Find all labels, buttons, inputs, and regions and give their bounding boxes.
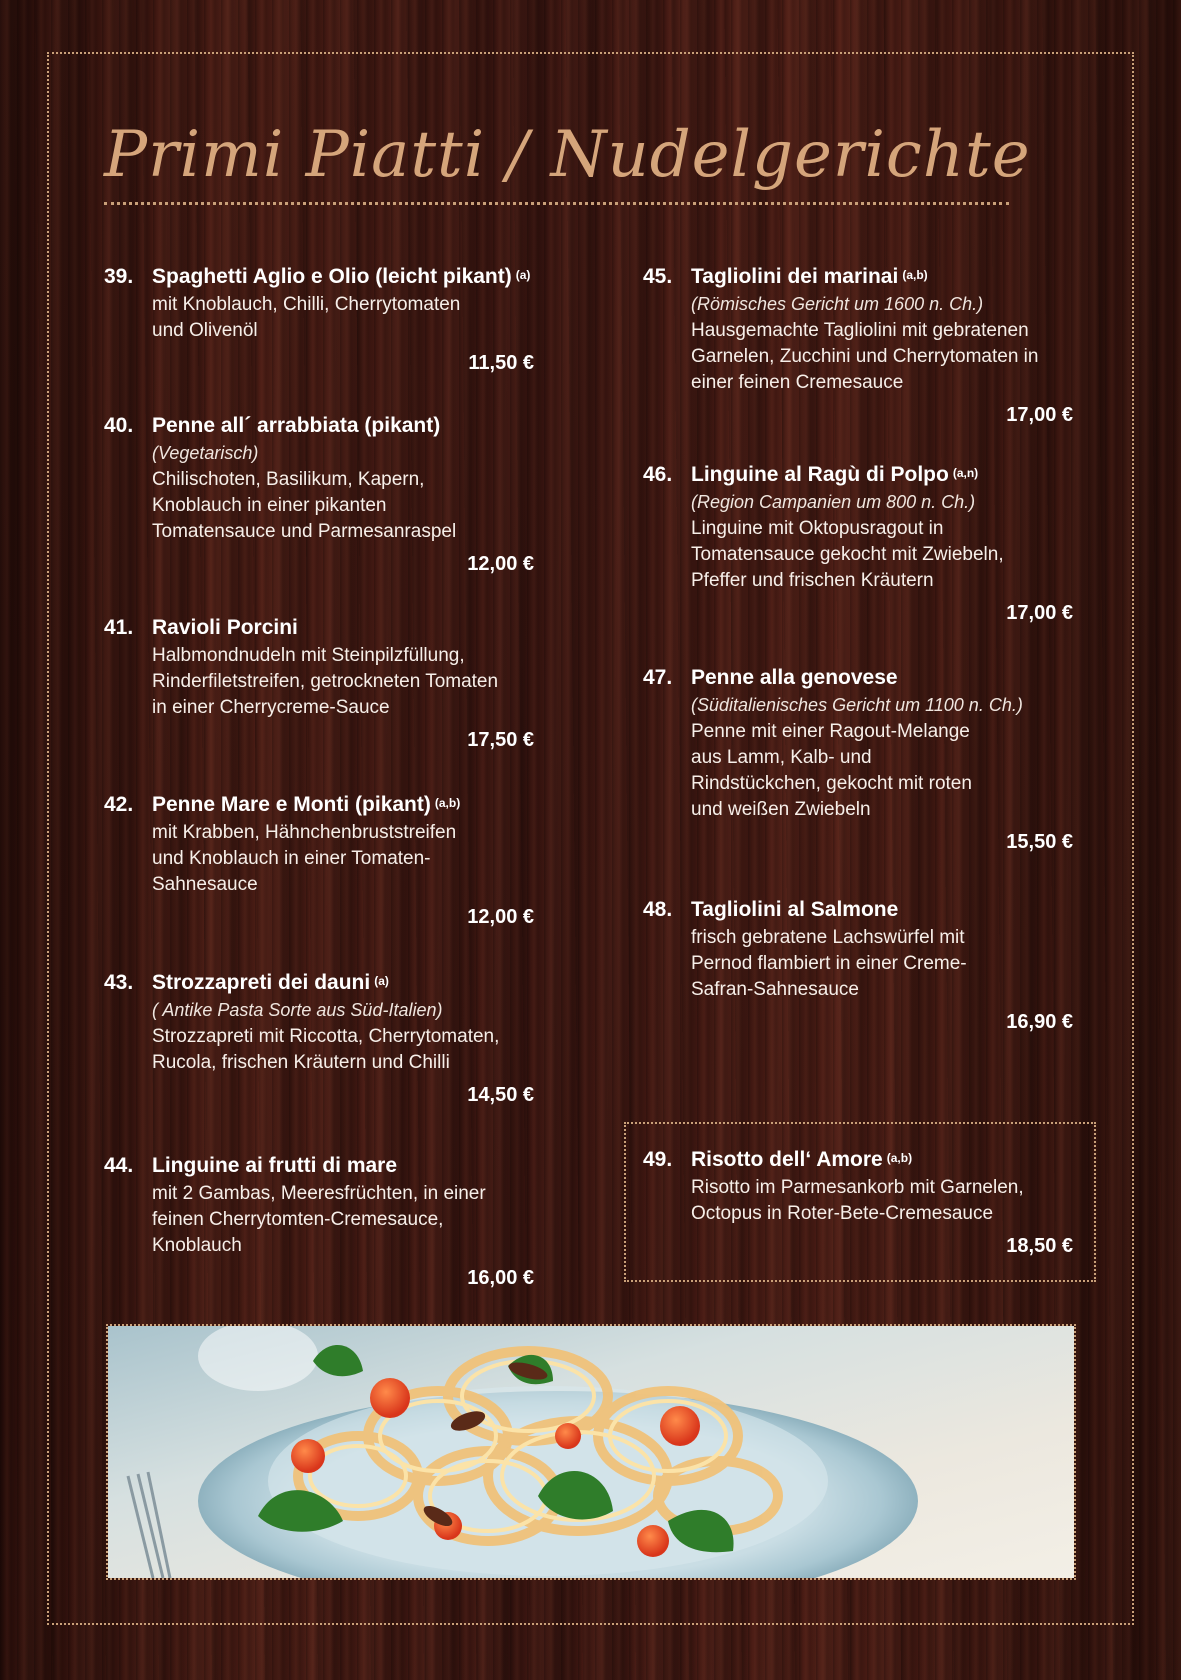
dish-subtitle: ( Antike Pasta Sorte aus Süd-Italien) [152, 1000, 443, 1020]
dish-price: 17,00 € [1006, 404, 1073, 426]
dish-allergens: (a) [515, 268, 531, 282]
dish-description: Hausgemachte Tagliolini mit gebratenen Garnelen, Zucchini und Cherrytomaten in einer feinen Cremesauce [691, 320, 1039, 393]
dish-47 [643, 665, 1073, 855]
dish-description: mit 2 Gambas, Meeresfrüchten, in einer feinen Cherrytomten-Cremesauce, Knoblauch [152, 1183, 486, 1256]
dish-allergens: (a) [374, 974, 389, 988]
dish-name [643, 462, 1073, 488]
dish-allergens: (a,b) [434, 796, 461, 810]
dish-allergens: (a,b) [886, 1151, 913, 1165]
dish-number: 41. [104, 616, 134, 639]
dish-number: 47. [643, 666, 673, 689]
dish-title: Ravioli Porcini [152, 616, 298, 639]
dish-price: 16,00 € [467, 1267, 534, 1289]
dish-subtitle: (Region Campanien um 800 n. Ch.) [691, 492, 976, 512]
dish-description: Risotto im Parmesankorb mit Garnelen, Octopus in Roter-Bete-Cremesauce [691, 1177, 1024, 1224]
menu-title: Primi Piatti / Nudelgerichte [104, 118, 1031, 192]
dish-43 [104, 970, 534, 1108]
dish-price: 12,00 € [467, 553, 534, 575]
dish-number: 42. [104, 793, 134, 816]
dish-39 [104, 264, 534, 376]
dish-name [104, 413, 534, 439]
dish-44 [104, 1153, 534, 1291]
dish-price: 11,50 € [468, 352, 534, 374]
dish-40 [104, 413, 534, 577]
dish-number: 45. [643, 265, 673, 288]
dish-name [104, 1153, 534, 1179]
dish-subtitle: (Vegetarisch) [152, 443, 259, 463]
dish-subtitle: (Römisches Gericht um 1600 n. Ch.) [691, 294, 984, 314]
dish-description: frisch gebratene Lachswürfel mit Pernod flambiert in einer Creme-Safran-Sahnesauce [691, 927, 967, 1000]
dish-number: 43. [104, 971, 134, 994]
dish-number: 46. [643, 463, 673, 486]
dish-48 [643, 897, 1073, 1035]
dish-name [104, 264, 534, 290]
dish-number: 39. [104, 265, 134, 288]
dish-description: mit Krabben, Hähnchenbruststreifen und Knoblauch in einer Tomaten-Sahnesauce [152, 822, 457, 895]
dish-price: 14,50 € [467, 1084, 534, 1106]
dish-title: Linguine ai frutti di mare [152, 1154, 398, 1177]
dish-price: 18,50 € [1006, 1235, 1073, 1257]
dish-description: Strozzapreti mit Riccotta, Cherrytomaten, Rucola, frischen Kräutern und Chilli [152, 1026, 500, 1073]
dish-49 [643, 1147, 1073, 1259]
dish-46 [643, 462, 1073, 626]
dish-description: Linguine mit Oktopusragout in Tomatensauce gekocht mit Zwiebeln, Pfeffer und frischen Kräutern [691, 518, 1004, 591]
dish-description: Halbmondnudeln mit Steinpilzfüllung, Rinderfiletstreifen, getrockneten Tomaten in einer Cherrycreme-Sauce [152, 645, 499, 718]
dish-41 [104, 615, 534, 753]
dish-description: Chilischoten, Basilikum, Kapern, Knoblauch in einer pikanten Tomatensauce und Parmesanraspel [152, 469, 457, 542]
dish-price: 17,00 € [1006, 602, 1073, 624]
dish-price: 12,00 € [467, 906, 534, 928]
dish-name [643, 264, 1073, 290]
dish-45 [643, 264, 1073, 428]
dish-number: 48. [643, 898, 673, 921]
dish-number: 44. [104, 1154, 134, 1177]
dish-name [643, 1147, 1073, 1173]
dish-number: 49. [643, 1148, 673, 1171]
dish-title: Risotto dell‘ Amore [691, 1148, 883, 1171]
dish-name [104, 615, 534, 641]
dish-description: Penne mit einer Ragout-Melange aus Lamm, Kalb- und Rindstückchen, gekocht mit roten und weißen Zwiebeln [691, 721, 972, 820]
dish-price: 15,50 € [1006, 831, 1073, 853]
pasta-photo [106, 1324, 1076, 1580]
dish-title: Strozzapreti dei dauni [152, 971, 371, 994]
dish-subtitle: (Süditalienisches Gericht um 1100 n. Ch.) [691, 695, 1023, 715]
dish-allergens: (a,b) [902, 268, 928, 282]
dish-number: 40. [104, 414, 134, 437]
dish-title: Linguine al Ragù di Polpo [691, 463, 949, 486]
dish-allergens: (a,n) [952, 466, 979, 480]
dish-title: Tagliolini dei marinai [691, 265, 899, 288]
pasta-plate-illustration [108, 1326, 1074, 1578]
dish-description: mit Knoblauch, Chilli, Cherrytomaten und Olivenöl [152, 294, 461, 341]
dish-name [104, 792, 534, 818]
dish-price: 16,90 € [1006, 1011, 1073, 1033]
dish-title: Penne alla genovese [691, 666, 898, 689]
dish-price: 17,50 € [467, 729, 534, 751]
dish-name [643, 665, 1073, 691]
dish-title: Penne all´ arrabbiata (pikant) [152, 414, 441, 437]
dish-title: Tagliolini al Salmone [691, 898, 899, 921]
dish-name [104, 970, 534, 996]
dish-42 [104, 792, 534, 930]
dish-title: Spaghetti Aglio e Olio (leicht pikant) [152, 265, 512, 288]
title-divider [104, 202, 1009, 205]
dish-title: Penne Mare e Monti (pikant) [152, 793, 431, 816]
dish-name [643, 897, 1073, 923]
